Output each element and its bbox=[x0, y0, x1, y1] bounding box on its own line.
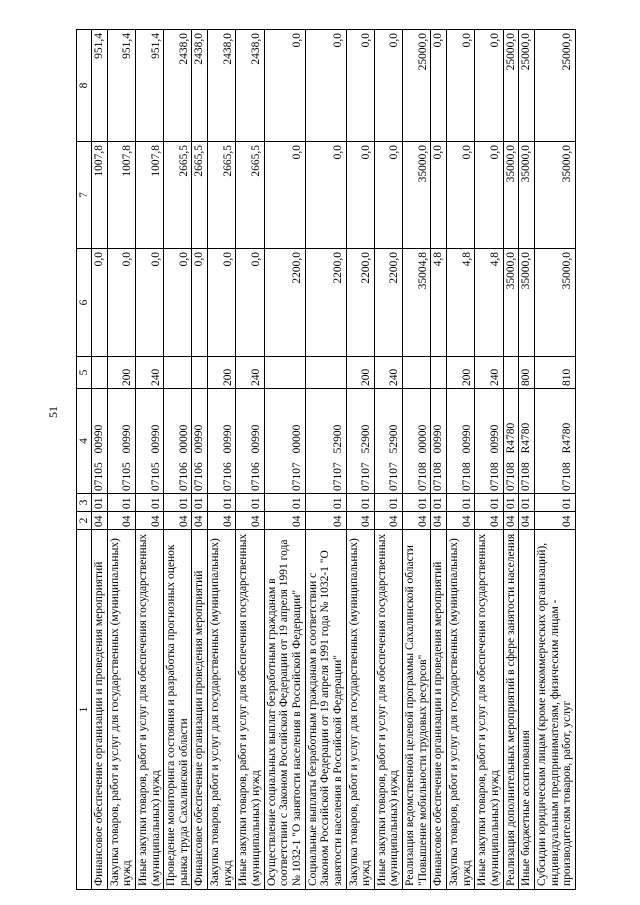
cell-c5 bbox=[305, 357, 346, 389]
cell-c4: 07108 00000 bbox=[403, 389, 431, 494]
cell-c6: 4,8 bbox=[431, 249, 447, 357]
cell-name: Реализация дополнительных мероприятий в сфере занятости населения bbox=[503, 530, 519, 890]
cell-c4: 07107 52900 bbox=[305, 389, 346, 494]
cell-name: Иные бюджетные ассигнования bbox=[519, 530, 535, 890]
col-header: 1 bbox=[77, 530, 92, 890]
cell-c6: 35000,0 bbox=[519, 249, 535, 357]
cell-c2: 04 bbox=[403, 512, 431, 530]
col-header: 2 bbox=[77, 512, 92, 530]
cell-c3: 01 bbox=[431, 494, 447, 512]
cell-name: Закупка товаров, работ и услуг для государственных (муниципальных) нужд bbox=[107, 530, 135, 890]
cell-c5: 240 bbox=[135, 357, 163, 389]
cell-c6: 2200,0 bbox=[374, 249, 402, 357]
cell-c3: 01 bbox=[264, 494, 305, 512]
cell-c3: 01 bbox=[208, 494, 236, 512]
cell-name: Иные закупки товаров, работ и услуг для обеспечения государственных (муниципальных) нужд bbox=[236, 530, 264, 890]
cell-c2: 04 bbox=[135, 512, 163, 530]
cell-c3: 01 bbox=[236, 494, 264, 512]
cell-c4: 07108 00990 bbox=[447, 389, 475, 494]
cell-name: Финансовое обеспечение организации и проведения мероприятий bbox=[92, 530, 108, 890]
table-row bbox=[431, 30, 447, 890]
budget-table bbox=[76, 29, 576, 890]
cell-c8: 0,0 bbox=[431, 30, 447, 142]
table-row bbox=[92, 30, 108, 890]
cell-c4: 07106 00990 bbox=[192, 389, 208, 494]
cell-c5 bbox=[164, 357, 192, 389]
cell-c2: 04 bbox=[374, 512, 402, 530]
cell-c2: 04 bbox=[164, 512, 192, 530]
cell-c5: 240 bbox=[236, 357, 264, 389]
table-row bbox=[374, 30, 402, 890]
cell-c3: 01 bbox=[534, 494, 575, 512]
table-row bbox=[346, 30, 374, 890]
cell-c6: 0,0 bbox=[192, 249, 208, 357]
cell-c8: 0,0 bbox=[264, 30, 305, 142]
cell-c4: 07108 R4780 bbox=[503, 389, 519, 494]
table-row bbox=[264, 30, 305, 890]
table-row bbox=[475, 30, 503, 890]
cell-c7: 35000,0 bbox=[519, 142, 535, 249]
cell-c5: 200 bbox=[447, 357, 475, 389]
col-header: 5 bbox=[77, 357, 92, 389]
cell-c3: 01 bbox=[107, 494, 135, 512]
cell-c2: 04 bbox=[92, 512, 108, 530]
cell-c4: 07108 00990 bbox=[475, 389, 503, 494]
cell-c8: 2438,0 bbox=[208, 30, 236, 142]
table-row bbox=[192, 30, 208, 890]
cell-c7: 2665,5 bbox=[192, 142, 208, 249]
cell-c4: 07107 52900 bbox=[346, 389, 374, 494]
header-row bbox=[77, 30, 92, 890]
cell-c5: 200 bbox=[346, 357, 374, 389]
cell-c8: 0,0 bbox=[305, 30, 346, 142]
cell-c2: 04 bbox=[208, 512, 236, 530]
col-header: 6 bbox=[77, 249, 92, 357]
cell-name: Иные закупки товаров, работ и услуг для обеспечения государственных (муниципальных) нужд bbox=[135, 530, 163, 890]
cell-c4: 07106 00990 bbox=[236, 389, 264, 494]
cell-c5: 240 bbox=[475, 357, 503, 389]
cell-c7: 35000,0 bbox=[534, 142, 575, 249]
table-body bbox=[92, 30, 576, 890]
cell-c2: 04 bbox=[519, 512, 535, 530]
cell-c6: 0,0 bbox=[208, 249, 236, 357]
cell-c8: 25000,0 bbox=[519, 30, 535, 142]
cell-c7: 0,0 bbox=[305, 142, 346, 249]
cell-c3: 01 bbox=[519, 494, 535, 512]
cell-name: Социальные выплаты безработным гражданам в соответствии с Законом Российской Федерации от 19 апреля 1991 года № 1032-1 "О занятости населения в Российской Федерации" bbox=[305, 530, 346, 890]
cell-c2: 04 bbox=[107, 512, 135, 530]
cell-c7: 0,0 bbox=[374, 142, 402, 249]
cell-c5 bbox=[264, 357, 305, 389]
cell-c3: 01 bbox=[374, 494, 402, 512]
table-row bbox=[107, 30, 135, 890]
col-header: 8 bbox=[77, 30, 92, 142]
cell-c3: 01 bbox=[475, 494, 503, 512]
cell-c2: 04 bbox=[447, 512, 475, 530]
cell-name: Иные закупки товаров, работ и услуг для обеспечения государственных (муниципальных) нужд bbox=[374, 530, 402, 890]
cell-c7: 2665,5 bbox=[164, 142, 192, 249]
cell-c6: 4,8 bbox=[475, 249, 503, 357]
cell-c3: 01 bbox=[305, 494, 346, 512]
cell-c7: 1007,8 bbox=[92, 142, 108, 249]
cell-c5 bbox=[431, 357, 447, 389]
cell-c4: 07105 00990 bbox=[107, 389, 135, 494]
cell-c4: 07105 00990 bbox=[92, 389, 108, 494]
cell-c5: 810 bbox=[534, 357, 575, 389]
cell-c5 bbox=[92, 357, 108, 389]
cell-c8: 0,0 bbox=[374, 30, 402, 142]
table-row bbox=[519, 30, 535, 890]
cell-c4: 07108 R4780 bbox=[534, 389, 575, 494]
cell-c4: 07106 00990 bbox=[208, 389, 236, 494]
cell-name: Закупка товаров, работ и услуг для государственных (муниципальных) нужд bbox=[447, 530, 475, 890]
cell-c7: 35000,0 bbox=[503, 142, 519, 249]
cell-name: Реализация ведомственной целевой программы Сахалинской области "Повышение мобильности трудовых ресурсов" bbox=[403, 530, 431, 890]
cell-c2: 04 bbox=[475, 512, 503, 530]
cell-c7: 0,0 bbox=[431, 142, 447, 249]
cell-c3: 01 bbox=[447, 494, 475, 512]
cell-c8: 25000,0 bbox=[534, 30, 575, 142]
cell-c8: 2438,0 bbox=[164, 30, 192, 142]
cell-c7: 0,0 bbox=[346, 142, 374, 249]
cell-c5: 800 bbox=[519, 357, 535, 389]
col-header: 7 bbox=[77, 142, 92, 249]
cell-c5: 200 bbox=[208, 357, 236, 389]
cell-c8: 951,4 bbox=[92, 30, 108, 142]
cell-c6: 0,0 bbox=[135, 249, 163, 357]
cell-c7: 0,0 bbox=[475, 142, 503, 249]
cell-name: Осуществление социальных выплат безработным гражданам в соответствии с Законом Российской Федерации от 19 апреля 1991 года № 1032-1 "О занятости населения в Российской Федерации" bbox=[264, 530, 305, 890]
cell-name: Финансовое обеспечение организации проведения мероприятий bbox=[192, 530, 208, 890]
cell-c8: 0,0 bbox=[346, 30, 374, 142]
cell-c7: 2665,5 bbox=[208, 142, 236, 249]
cell-c5 bbox=[403, 357, 431, 389]
cell-c8: 0,0 bbox=[447, 30, 475, 142]
cell-c8: 25000,0 bbox=[403, 30, 431, 142]
table-row bbox=[534, 30, 575, 890]
cell-c4: 07107 00000 bbox=[264, 389, 305, 494]
cell-c5: 200 bbox=[107, 357, 135, 389]
cell-c2: 04 bbox=[346, 512, 374, 530]
cell-c8: 951,4 bbox=[135, 30, 163, 142]
cell-c4: 07106 00000 bbox=[164, 389, 192, 494]
cell-c5 bbox=[503, 357, 519, 389]
table-row bbox=[447, 30, 475, 890]
table-row bbox=[305, 30, 346, 890]
cell-c7: 1007,8 bbox=[107, 142, 135, 249]
col-header: 4 bbox=[77, 389, 92, 494]
page-number: 51 bbox=[46, 406, 60, 418]
rotated-page bbox=[76, 30, 616, 890]
col-header: 3 bbox=[77, 494, 92, 512]
cell-c7: 1007,8 bbox=[135, 142, 163, 249]
table-row bbox=[208, 30, 236, 890]
cell-c4: 07108 00990 bbox=[431, 389, 447, 494]
cell-c2: 04 bbox=[503, 512, 519, 530]
cell-c6: 35000,0 bbox=[534, 249, 575, 357]
cell-c3: 01 bbox=[403, 494, 431, 512]
cell-c6: 35000,0 bbox=[503, 249, 519, 357]
cell-c5 bbox=[192, 357, 208, 389]
cell-name: Закупка товаров, работ и услуг для государственных (муниципальных) нужд bbox=[208, 530, 236, 890]
cell-c6: 0,0 bbox=[107, 249, 135, 357]
table-row bbox=[403, 30, 431, 890]
table-row bbox=[135, 30, 163, 890]
cell-c4: 07107 52900 bbox=[374, 389, 402, 494]
cell-c2: 04 bbox=[236, 512, 264, 530]
cell-name: Иные закупки товаров, работ и услуг для обеспечения государственных (муниципальных) нужд bbox=[475, 530, 503, 890]
cell-c2: 04 bbox=[305, 512, 346, 530]
table-row bbox=[236, 30, 264, 890]
cell-c2: 04 bbox=[264, 512, 305, 530]
cell-name: Проведение мониторинга состояния и разработка прогнозных оценок рынка труда Сахалинской области bbox=[164, 530, 192, 890]
cell-c7: 0,0 bbox=[264, 142, 305, 249]
cell-c3: 01 bbox=[135, 494, 163, 512]
cell-c4: 07108 R4780 bbox=[519, 389, 535, 494]
cell-c6: 2200,0 bbox=[264, 249, 305, 357]
cell-c8: 2438,0 bbox=[192, 30, 208, 142]
cell-c8: 951,4 bbox=[107, 30, 135, 142]
cell-c8: 25000,0 bbox=[503, 30, 519, 142]
cell-name: Субсидии юридическим лицам (кроме некоммерческих организаций), индивидуальным предпринимателям, физическим лицам - производителям товаров, работ, услуг bbox=[534, 530, 575, 890]
cell-c8: 0,0 bbox=[475, 30, 503, 142]
cell-c6: 0,0 bbox=[236, 249, 264, 357]
cell-c7: 2665,5 bbox=[236, 142, 264, 249]
cell-c3: 01 bbox=[503, 494, 519, 512]
cell-c3: 01 bbox=[92, 494, 108, 512]
cell-c6: 35004,8 bbox=[403, 249, 431, 357]
cell-c2: 04 bbox=[431, 512, 447, 530]
cell-c6: 2200,0 bbox=[305, 249, 346, 357]
cell-name: Финансовое обеспечение организации и проведения мероприятий bbox=[431, 530, 447, 890]
cell-c3: 01 bbox=[192, 494, 208, 512]
cell-c2: 04 bbox=[192, 512, 208, 530]
cell-name: Закупка товаров, работ и услуг для государственных (муниципальных) нужд bbox=[346, 530, 374, 890]
cell-c6: 0,0 bbox=[164, 249, 192, 357]
cell-c2: 04 bbox=[534, 512, 575, 530]
cell-c6: 0,0 bbox=[92, 249, 108, 357]
cell-c6: 2200,0 bbox=[346, 249, 374, 357]
table-row bbox=[164, 30, 192, 890]
table-row bbox=[503, 30, 519, 890]
cell-c5: 240 bbox=[374, 357, 402, 389]
cell-c6: 4,8 bbox=[447, 249, 475, 357]
cell-c7: 35000,0 bbox=[403, 142, 431, 249]
cell-c3: 01 bbox=[346, 494, 374, 512]
cell-c3: 01 bbox=[164, 494, 192, 512]
cell-c7: 0,0 bbox=[447, 142, 475, 249]
cell-c4: 07105 00990 bbox=[135, 389, 163, 494]
cell-c8: 2438,0 bbox=[236, 30, 264, 142]
